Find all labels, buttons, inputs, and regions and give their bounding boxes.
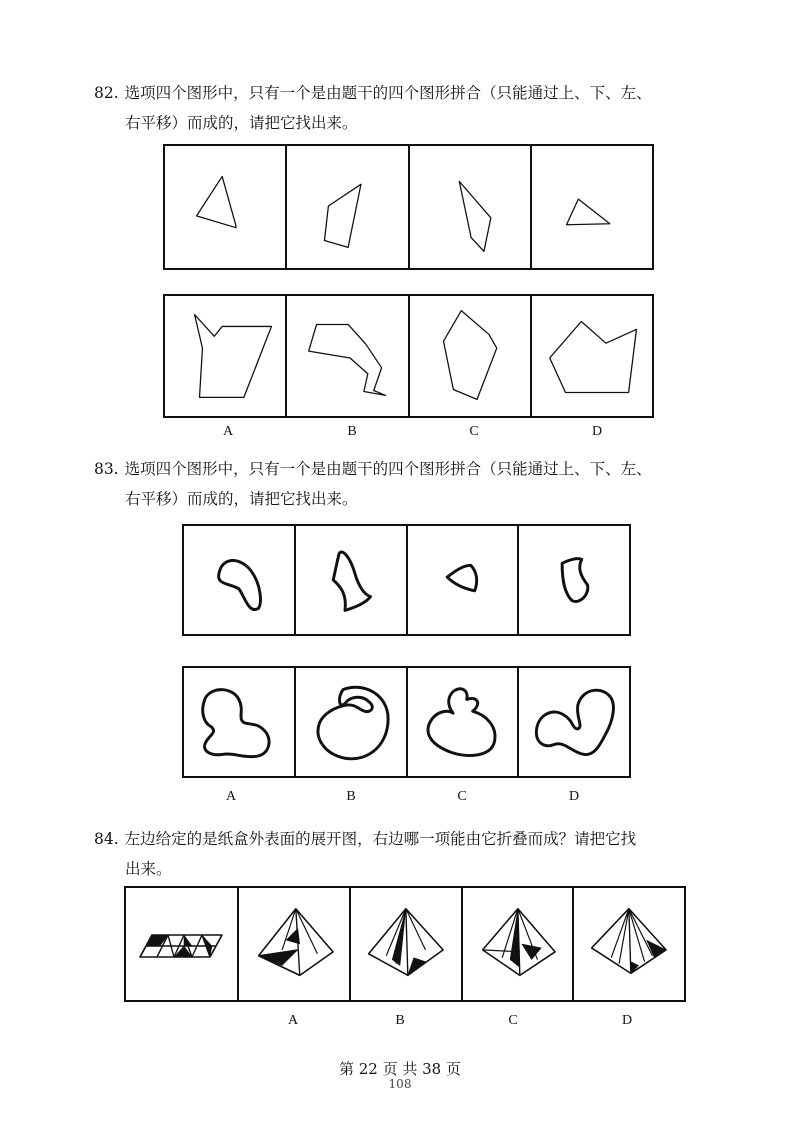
q84-label-d: D <box>621 1013 633 1028</box>
q83-stem-figures <box>182 524 631 636</box>
question-84 <box>94 824 734 884</box>
q82-stem-figure-4 <box>532 146 652 268</box>
question-83-text-2: 右平移）而成的，请把它找出来。 <box>125 490 358 508</box>
q84-unfolded-net <box>126 888 239 1000</box>
question-84-text-1: 左边给定的是纸盒外表面的展开图，右边哪一项能由它折叠而成？请把它找 <box>124 830 637 848</box>
q82-option-a[interactable] <box>165 296 287 416</box>
q82-option-c[interactable] <box>410 296 532 416</box>
question-84-number: 84. <box>94 830 119 848</box>
q84-figure-strip <box>124 886 686 1002</box>
q83-stem-figure-1 <box>184 526 296 634</box>
question-83-line1 <box>94 454 734 484</box>
q82-option-d[interactable] <box>532 296 652 416</box>
q82-option-figures <box>163 294 654 418</box>
q82-label-d: D <box>591 424 603 439</box>
q83-label-b: B <box>346 789 356 804</box>
question-83 <box>94 454 734 514</box>
q83-option-figures <box>182 666 631 778</box>
q83-option-d[interactable] <box>519 668 629 776</box>
q83-label-c: C <box>457 789 467 804</box>
q84-label-c: C <box>508 1013 518 1028</box>
question-84-line1 <box>94 824 734 854</box>
q83-stem-figure-4 <box>519 526 629 634</box>
q82-stem-figure-2 <box>287 146 409 268</box>
q83-stem-figure-2 <box>296 526 408 634</box>
question-82-number: 82. <box>94 84 119 102</box>
q82-stem-figures <box>163 144 654 270</box>
q83-option-c[interactable] <box>408 668 520 776</box>
q84-option-d[interactable] <box>574 888 684 1000</box>
q83-label-d: D <box>568 789 580 804</box>
q83-option-a[interactable] <box>184 668 296 776</box>
q82-label-c: C <box>469 424 479 439</box>
q82-stem-figure-3 <box>410 146 532 268</box>
question-84-text-2: 出来。 <box>125 860 172 878</box>
page-number: 108 <box>388 1077 412 1091</box>
question-83-number: 83. <box>94 460 119 478</box>
q83-label-a: A <box>225 789 237 804</box>
q84-option-b[interactable] <box>351 888 463 1000</box>
question-82-text-2: 右平移）而成的，请把它找出来。 <box>125 114 358 132</box>
page-info: 第 22 页 共 38 页 <box>338 1060 461 1078</box>
question-82-text-1: 选项四个图形中，只有一个是由题干的四个图形拼合（只能通过上、下、左、 <box>124 84 652 102</box>
q84-option-c[interactable] <box>463 888 575 1000</box>
q82-label-b: B <box>347 424 357 439</box>
question-82-line1 <box>94 78 734 108</box>
q84-option-a[interactable] <box>239 888 351 1000</box>
q83-option-b[interactable] <box>296 668 408 776</box>
q82-stem-figure-1 <box>165 146 287 268</box>
question-82 <box>94 78 734 138</box>
q83-stem-figure-3 <box>408 526 520 634</box>
q84-label-b: B <box>395 1013 405 1028</box>
q84-label-a: A <box>287 1013 299 1028</box>
q82-label-a: A <box>222 424 234 439</box>
question-83-text-1: 选项四个图形中，只有一个是由题干的四个图形拼合（只能通过上、下、左、 <box>124 460 652 478</box>
q82-option-b[interactable] <box>287 296 409 416</box>
